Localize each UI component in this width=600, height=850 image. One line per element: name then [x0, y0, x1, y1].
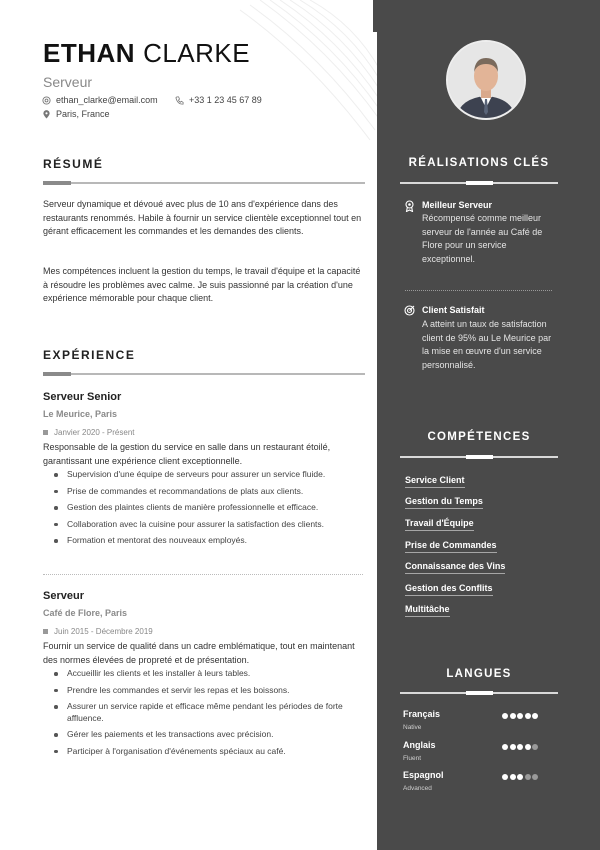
job-role-1: Serveur Senior: [43, 391, 122, 403]
list-item: Prise de commandes et recommandations de plats aux clients.: [43, 486, 365, 498]
achievement-description-2: A atteint un taux de satisfaction client de 95% au Le Meurice par la mise en œuvre d'un service personnalisé.: [422, 319, 552, 370]
job-description-1: Responsable de la gestion du service en salle dans un restaurant étoilé, garantissant une expérience client exceptionnelle.: [43, 442, 331, 466]
achievement-title-2: Client Satisfait: [422, 305, 485, 315]
summary-divider: [43, 182, 365, 184]
language-rating-2: [502, 744, 540, 750]
list-item: Assurer un service rapide et efficace même pendant les périodes de forte affluence.: [43, 701, 365, 724]
at-sign-icon: [42, 96, 51, 105]
sidebar-edge: [373, 0, 377, 32]
list-item: Prendre les commandes et servir les repas et les boissons.: [43, 685, 365, 697]
rating-dot-filled: [525, 713, 531, 719]
list-item: Accueillir les clients et les installer à leurs tables.: [43, 668, 365, 680]
rating-dot-empty: [532, 744, 538, 750]
rating-dot-empty: [525, 774, 531, 780]
email-contact[interactable]: [42, 95, 158, 105]
phone-contact[interactable]: [175, 95, 262, 105]
phone-text: +33 1 23 45 67 89: [189, 95, 262, 105]
summary-paragraph-1: Serveur dynamique et dévoué avec plus de 10 ans d'expérience dans des restaurants renommés. Habile à fournir un service clientèle exceptionnel tout en gérant efficacement les commandes et les demandes des clients.: [43, 199, 362, 236]
job-role-2: Serveur: [43, 590, 84, 602]
language-name-1: Français: [403, 709, 441, 719]
list-item: Formation et mentorat des nouveaux employés.: [43, 535, 365, 547]
summary-heading: RÉSUMÉ: [43, 157, 104, 171]
achievement-separator: [405, 290, 552, 291]
job-separator: [43, 574, 363, 575]
job-dates-1: [43, 428, 135, 437]
rating-dot-filled: [532, 713, 538, 719]
language-rating-1: [502, 713, 540, 719]
languages-heading: LANGUES: [446, 668, 512, 680]
job-company-1: Le Meurice, Paris: [43, 409, 118, 419]
job-dates-2: [43, 627, 153, 636]
rating-dot-filled: [517, 774, 523, 780]
list-item: Collaboration avec la cuisine pour assurer la satisfaction des clients.: [43, 519, 365, 531]
list-item: Gérer les paiements et les transactions avec précision.: [43, 729, 365, 741]
achievement-description-1: Récompensé comme meilleur serveur de l'année au Café de Flore pour un service exceptionnel.: [422, 213, 543, 264]
rating-dot-filled: [502, 713, 508, 719]
skills-heading: COMPÉTENCES: [427, 431, 531, 443]
rating-dot-filled: [510, 713, 516, 719]
sidebar: [377, 0, 600, 850]
target-icon: [404, 305, 415, 316]
rating-dot-filled: [510, 774, 516, 780]
location-contact: [42, 109, 110, 119]
skills-divider: [400, 456, 558, 458]
rating-dot-empty: [532, 774, 538, 780]
skill-tag: Prise de Commandes: [405, 540, 497, 553]
skill-tag: Connaissance des Vins: [405, 561, 505, 574]
last-name: CLARKE: [143, 38, 251, 68]
map-pin-icon: [42, 110, 51, 119]
rating-dot-filled: [502, 774, 508, 780]
skill-tag: Gestion du Temps: [405, 496, 483, 509]
experience-divider: [43, 373, 365, 375]
job-description-2: Fournir un service de qualité dans un cadre emblématique, tout en maintenant des normes élevées de propreté et de présentation.: [43, 641, 355, 665]
job-title: Serveur: [43, 74, 93, 90]
job-company-2: Café de Flore, Paris: [43, 608, 128, 618]
phone-icon: [175, 96, 184, 105]
candidate-name: [43, 38, 250, 69]
skill-tag: Travail d'Équipe: [405, 518, 474, 531]
job-dates-text-1: Janvier 2020 - Présent: [54, 428, 135, 437]
list-item: Supervision d'une équipe de serveurs pour assurer un service fluide.: [43, 469, 365, 481]
list-item: Participer à l'organisation d'événements spéciaux au café.: [43, 746, 365, 758]
job-bullets-1: [43, 469, 365, 547]
rating-dot-filled: [525, 744, 531, 750]
calendar-icon: [43, 629, 48, 634]
skill-tag: Service Client: [405, 475, 465, 488]
profile-photo: [446, 40, 526, 120]
skill-tag: Multitâche: [405, 604, 450, 617]
language-level-2: Fluent: [403, 755, 422, 762]
language-name-3: Espagnol: [403, 770, 444, 780]
rating-dot-filled: [517, 744, 523, 750]
summary-paragraph-2: Mes compétences incluent la gestion du temps, le travail d'équipe et la capacité à résoudre les problèmes avec calme. Je suis passionné par la création d'une expérience mémorable pour chaque client.: [43, 266, 361, 303]
language-level-1: Native: [403, 724, 422, 731]
rating-dot-filled: [510, 744, 516, 750]
achievements-heading: RÉALISATIONS CLÉS: [408, 157, 550, 169]
decorative-waves: [230, 0, 380, 150]
award-icon: [404, 200, 415, 212]
language-level-3: Advanced: [403, 785, 432, 792]
first-name: ETHAN: [43, 38, 136, 68]
job-bullets-2: [43, 668, 365, 757]
list-item: Gestion des plaintes clients de manière professionnelle et efficace.: [43, 502, 365, 514]
email-text: ethan_clarke@email.com: [56, 95, 158, 105]
achievement-title-1: Meilleur Serveur: [422, 200, 493, 210]
calendar-icon: [43, 430, 48, 435]
language-name-2: Anglais: [403, 740, 436, 750]
person-avatar-icon: [448, 42, 524, 118]
languages-divider: [400, 692, 558, 694]
rating-dot-filled: [502, 744, 508, 750]
rating-dot-filled: [517, 713, 523, 719]
experience-heading: EXPÉRIENCE: [43, 348, 136, 362]
language-rating-3: [502, 774, 540, 780]
achievements-divider: [400, 182, 558, 184]
location-text: Paris, France: [56, 109, 110, 119]
skill-tag: Gestion des Conflits: [405, 583, 493, 596]
job-dates-text-2: Juin 2015 - Décembre 2019: [54, 627, 153, 636]
